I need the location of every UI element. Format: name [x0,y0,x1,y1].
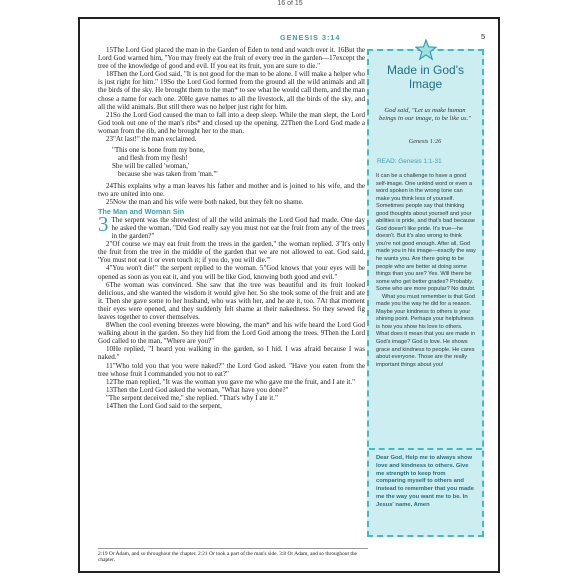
verse-paragraph: 24This explains why a man leaves his father and mother and is joined to his wife, and the two are united into one. [98,181,365,198]
verse-paragraph: 23"At last!" the man exclaimed. [106,135,197,144]
verse-paragraph: 15The Lord God placed the man in the Garden of Eden to tend and watch over it. 16But the Lord God warned him, "You may freely eat the fruit of every tree in the garden—17except the tree of the knowledge of good and evil. If you eat its fruit, you are sure to die." [98,46,365,71]
verse-paragraph: "The serpent deceived me," she replied. "That's why I ate it." [106,393,278,402]
verse-paragraph: 21So the Lord God caused the man to fall into a deep sleep. While the man slept, the Lord God took out one of the man's ribs* and closed up the opening. 22Then the Lord God made a woman from the rib, and he brought her to the man. [98,110,365,135]
poem-line: She will be called 'woman,' [112,162,190,171]
verse-paragraph: 8When the cool evening breezes were blowing, the man* and his wife heard the Lord God walking about in the garden. So they hid from the Lord God among the trees. 9Then the Lord God called to the man, "Where are you?" [98,321,365,346]
footnotes: 2:19 Or Adam, and so throughout the chapter. 2:21 Or took a part of the man's side. 3:8 Or Adam, and so throughout the chapter. [98,548,368,564]
verse-reference: Genesis 1:26 [408,138,442,145]
chapter-number: 3 [98,211,109,236]
section-heading: The Man and Woman Sin [98,206,185,216]
verse-paragraph: 25Now the man and his wife were both naked, but they felt no shame. [106,197,304,206]
verse-paragraph: The serpent was the shrewdest of all the wild animals the Lord God had made. One day he asked the woman, "Did God really say you must not eat the fruit from any of the trees in the garden?" [111,215,365,241]
verse-paragraph: 14Then the Lord God said to the serpent, [106,402,222,411]
page-number: 5 [481,32,486,41]
verse-paragraph: 4"You won't die!" the serpent replied to the woman. 5"God knows that your eyes will be opened as soon as you eat it, and you will be like God, knowing both good and evil." [98,264,365,281]
verse-paragraph: 18Then the Lord God said, "It is not good for the man to be alone. I will make a helper who is just right for him." 19So the Lord God formed from the ground all the wild animals and all the birds of the sky. He brought them to the man* to see what he would call them, and the man chose a name for each one. 20He gave names to all the livestock, all the birds of the sky, and all the wild animals. But still there was no helper just right for him. [98,70,365,111]
devotional-paragraph: What you must remember is that God made you the way he did for a reason. Maybe your kindness to others is your shining point. Perhaps your helpfulness is how you show his love to others. What does it mean that you are made in God's image? God is love. He shows grace and kindness to people. He cares about everyone. Those are the really important things about you! [376,293,476,368]
verse-paragraph: 6The woman was convinced. She saw that the tree was beautiful and its fruit looked delicious, and she wanted the wisdom it would give her. So she took some of the fruit and ate it. Then she gave some to her husband, who was with her, and he ate it, too. 7At that moment their eyes were opened, and they suddenly felt shame at their nakedness. So they sewed fig leaves together to cover themselves. [98,280,365,321]
devotional-sidebar [367,49,484,537]
sidebar-title: Made in God's Image [387,63,464,91]
running-head: GENESIS 3:14 [280,33,341,42]
top-note: 16 of 15 [277,0,303,7]
verse-paragraph: 11"Who told you that you were naked?" the Lord God asked. "Have you eaten from the tree whose fruit I commanded you not to eat?" [98,361,365,378]
verse-paragraph: 12The man replied, "It was the woman you gave me who gave me the fruit, and I ate it." [106,377,355,386]
key-verse: God said, "Let us make human beings in our image, to be like us." [379,107,471,122]
devotional-paragraph: It can be a challenge to have a good self-image. One unkind word or even a word spoken in the wrong tone can make you think less of yourself. Sometimes people say that thinking good thoughts about yourself and your abilities is pride, and that's bad because God doesn't like pride. It's true—he doesn't. But it's also wrong to think you're not good enough. After all, God made you in his image—exactly the way he wants you. Are there going to be people who are better at doing some things than you are? Yes. Will there be some who get better grades? Probably. Some who are more popular? No doubt. [376,173,476,293]
poem-line: because she was taken from 'man.'" [118,170,218,179]
devotional-text [376,173,476,369]
verse-paragraph: 10He replied, "I heard you walking in the garden, so I hid. I was afraid because I was naked." [98,345,365,362]
prayer-box: Dear God, Help me to always show love and kindness to others. Give me strength to keep from comparing myself to others and instead to remember that you made me the way you want me to be. In Jesus' name, Amen [369,448,482,510]
reading-reference: READ: Genesis 1:1-31 [377,158,442,165]
bible-page [78,17,500,573]
verse-paragraph: 2"Of course we may eat fruit from the trees in the garden," the woman replied. 3"It's only the fruit from the tree in the middle of the garden that we are not allowed to eat. God said, 'You must not eat it or even touch it; if you do, you will die.'" [98,240,365,265]
scripture-column [98,46,365,410]
star-icon [415,39,437,61]
poem-line: "This one is bone from my bone, [112,146,205,155]
verse-paragraph: 13Then the Lord God asked the woman, "What have you done?" [106,385,289,394]
poem-line: and flesh from my flesh! [118,154,188,163]
